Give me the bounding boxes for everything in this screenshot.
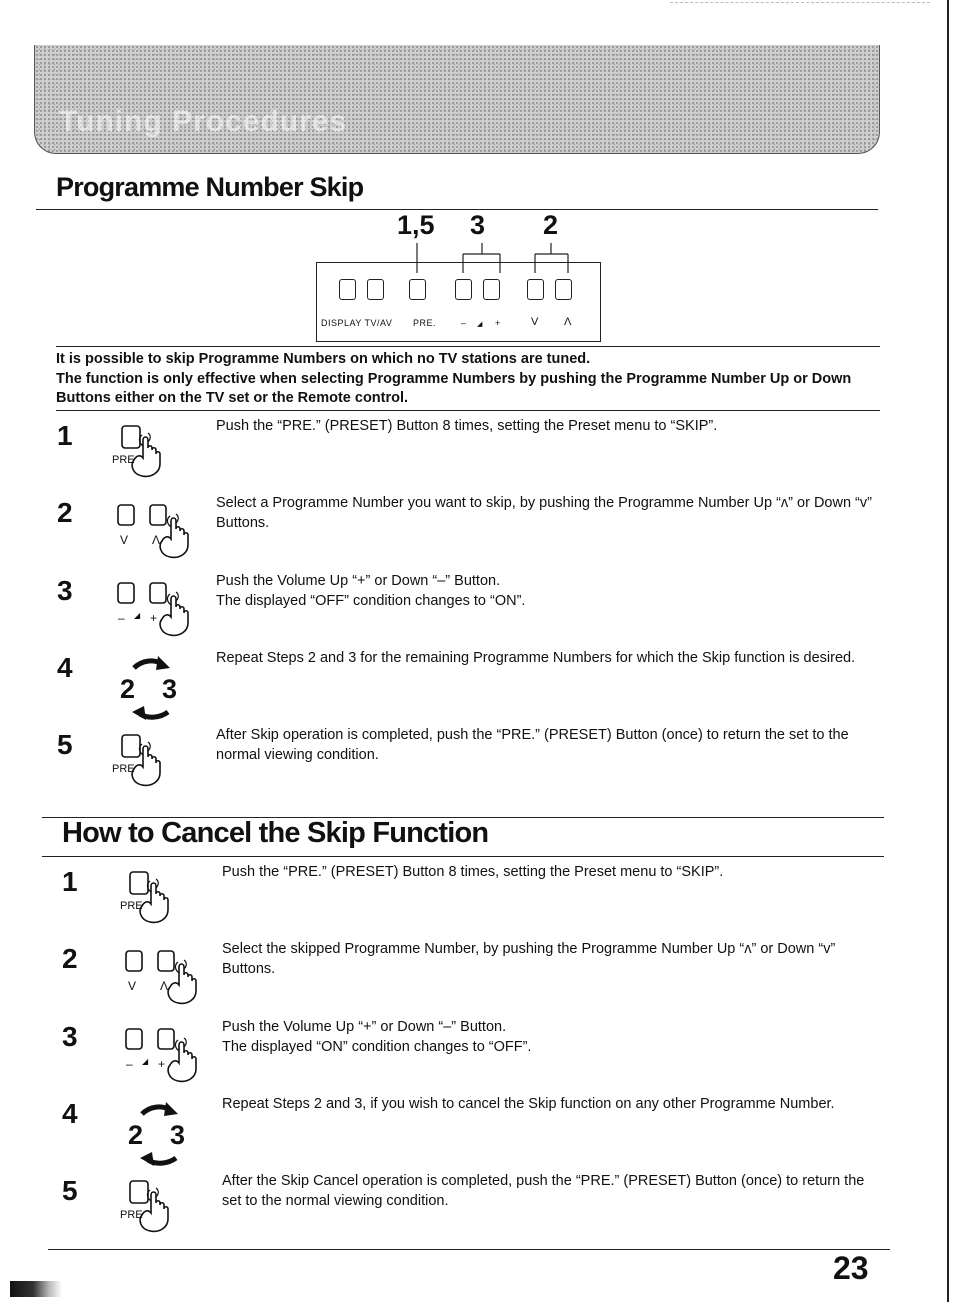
step-instruction — [216, 416, 876, 436]
footer-rule — [48, 1249, 890, 1250]
instruction-line: Select the skipped Programme Number, by pushing the Programme Number Up “ʌ” or Down “v” Buttons. — [222, 941, 836, 977]
banner-title: Tuning Procedures — [59, 105, 348, 138]
mute-button[interactable] — [483, 279, 500, 300]
step-number: 4 — [62, 1098, 78, 1129]
button-label: ◢ — [134, 611, 141, 620]
step-instruction — [222, 1094, 882, 1114]
step-instruction — [216, 725, 876, 765]
callout-3: 3 — [470, 210, 486, 240]
step-instruction — [222, 939, 882, 979]
section-title-cancel: How to Cancel the Skip Function — [62, 817, 489, 849]
instruction-line: Push the Volume Up “+” or Down “–” Button. — [222, 1019, 507, 1035]
step-number: 3 — [57, 575, 73, 606]
cycle-arrows-icon — [112, 654, 192, 729]
panel-label-up: Λ — [564, 316, 572, 328]
volume-down-button[interactable] — [455, 279, 472, 300]
two-buttons-press-icon — [120, 945, 220, 1020]
cycle-step-b: 3 — [170, 1120, 186, 1150]
instruction-line: The displayed “ON” condition changes to “OFF”. — [222, 1039, 532, 1055]
instruction-line: Repeat Steps 2 and 3, if you wish to cancel the Skip function on any other Programme Number. — [222, 1096, 835, 1112]
pre-button-press-icon — [120, 1177, 210, 1252]
section-title-skip: Programme Number Skip — [56, 172, 364, 202]
two-buttons-press-icon — [112, 577, 212, 652]
pre-button-press-icon — [120, 868, 210, 943]
programme-down-button[interactable] — [527, 279, 544, 300]
step-number: 2 — [57, 497, 73, 528]
instruction-line: Repeat Steps 2 and 3 for the remaining Programme Numbers for which the Skip function is desired. — [216, 650, 856, 666]
button-label: V — [120, 533, 129, 547]
callout-2: 2 — [543, 210, 559, 240]
pre-button-press-icon — [112, 731, 202, 806]
top-dashed-rule — [670, 2, 930, 3]
intro-rule-bottom — [56, 410, 880, 411]
step-number: 3 — [62, 1021, 78, 1052]
page-number: 23 — [833, 1250, 869, 1286]
button-label: ◢ — [142, 1057, 149, 1066]
pre-button[interactable] — [409, 279, 426, 300]
panel-label-minus: – — [461, 318, 467, 328]
button-label: + — [150, 611, 158, 625]
section-rule — [36, 209, 878, 210]
step-instruction — [222, 862, 882, 882]
panel-label-pre: PRE. — [413, 318, 437, 328]
chapter-banner — [34, 45, 880, 154]
button-label: V — [128, 979, 137, 993]
programme-up-button[interactable] — [555, 279, 572, 300]
step-instruction — [216, 571, 876, 611]
callout-1-5: 1,5 — [397, 210, 435, 240]
instruction-line: Push the Volume Up “+” or Down “–” Button. — [216, 573, 501, 589]
instruction-line: Select a Programme Number you want to skip, by pushing the Programme Number Up “ʌ” or Down “v” Buttons. — [216, 495, 872, 531]
button-label: – — [118, 611, 125, 625]
step-instruction — [216, 648, 876, 668]
scan-smudge — [10, 1281, 62, 1297]
pre-button-press-icon — [112, 422, 202, 497]
cycle-arrows-icon — [120, 1100, 200, 1175]
intro-text — [56, 350, 886, 409]
instruction-line: After the Skip Cancel operation is completed, push the “PRE.” (PRESET) Button (once) to return the set to the normal viewing condition. — [222, 1173, 865, 1209]
control-panel-diagram — [316, 262, 601, 342]
button-label: + — [158, 1057, 166, 1071]
step-number: 2 — [62, 943, 78, 974]
step-instruction — [222, 1017, 882, 1057]
pre-label: PRE — [112, 454, 135, 466]
button-label: Λ — [152, 533, 161, 547]
panel-label-plus: + — [495, 318, 501, 328]
intro-line: It is possible to skip Programme Numbers on which no TV stations are tuned. — [56, 351, 591, 367]
cycle-step-b: 3 — [162, 674, 178, 704]
step-number: 4 — [57, 652, 73, 683]
intro-line: The function is only effective when selecting Programme Numbers by pushing the Programme Number Up or Down Buttons either on the TV set or the Remote control. — [56, 370, 852, 406]
pre-label: PRE — [120, 1209, 143, 1221]
pre-label: PRE — [120, 900, 143, 912]
section-rule — [42, 856, 884, 857]
page-edge-line — [947, 0, 949, 1302]
instruction-line: After Skip operation is completed, push the “PRE.” (PRESET) Button (once) to return the set to the normal viewing condition. — [216, 727, 849, 763]
step-number: 5 — [57, 729, 73, 760]
step-number: 1 — [57, 420, 73, 451]
button-label: Λ — [160, 979, 169, 993]
instruction-line: Push the “PRE.” (PRESET) Button 8 times, setting the Preset menu to “SKIP”. — [216, 418, 718, 434]
cycle-step-a: 2 — [128, 1120, 144, 1150]
step-instruction — [216, 493, 876, 533]
pre-label: PRE — [112, 763, 135, 775]
panel-label-volume: ◢ — [477, 321, 483, 328]
two-buttons-press-icon — [112, 499, 212, 574]
intro-rule-top — [56, 346, 880, 347]
instruction-line: Push the “PRE.” (PRESET) Button 8 times, setting the Preset menu to “SKIP”. — [222, 864, 724, 880]
cycle-step-a: 2 — [120, 674, 136, 704]
tv-av-button[interactable] — [367, 279, 384, 300]
panel-label-down: V — [531, 316, 539, 328]
step-instruction — [222, 1171, 882, 1211]
step-number: 5 — [62, 1175, 78, 1206]
button-label: – — [126, 1057, 133, 1071]
two-buttons-press-icon — [120, 1023, 220, 1098]
instruction-line: The displayed “OFF” condition changes to “ON”. — [216, 593, 526, 609]
display-button[interactable] — [339, 279, 356, 300]
step-number: 1 — [62, 866, 78, 897]
panel-label-display-tvav: DISPLAY TV/AV — [321, 318, 393, 328]
